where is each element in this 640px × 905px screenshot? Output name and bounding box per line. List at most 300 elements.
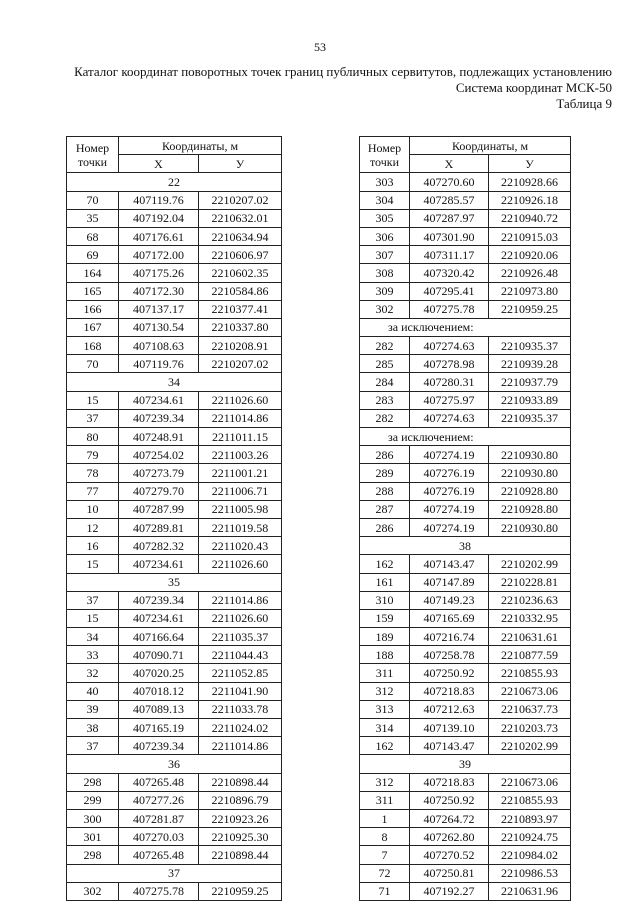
y-coordinate-cell: 2210920.06	[489, 246, 571, 264]
point-number-cell: 71	[360, 882, 410, 900]
header-coords: Координаты, м	[410, 137, 571, 155]
servitude-group-number: 22	[67, 173, 282, 191]
point-number-cell: 311	[360, 664, 410, 682]
table-row	[67, 318, 282, 336]
y-coordinate-cell: 2210926.18	[489, 191, 571, 209]
y-coordinate-cell: 2210606.97	[199, 246, 282, 264]
point-number-cell: 299	[67, 791, 119, 809]
y-coordinate-cell: 2210202.99	[489, 737, 571, 755]
header-y: У	[199, 155, 282, 173]
y-coordinate-cell: 2210928.80	[489, 500, 571, 518]
point-number-cell: 1	[360, 809, 410, 827]
table-row	[67, 609, 282, 627]
y-coordinate-cell: 2211026.60	[199, 555, 282, 573]
table-row	[360, 719, 571, 737]
y-coordinate-cell: 2210973.80	[489, 282, 571, 300]
x-coordinate-cell: 407119.76	[119, 355, 199, 373]
point-number-cell: 16	[67, 537, 119, 555]
point-number-cell: 283	[360, 391, 410, 409]
y-coordinate-cell: 2211033.78	[199, 700, 282, 718]
point-number-cell: 15	[67, 555, 119, 573]
table-row	[360, 700, 571, 718]
x-coordinate-cell: 407258.78	[410, 646, 489, 664]
x-coordinate-cell: 407279.70	[119, 482, 199, 500]
y-coordinate-cell: 2210634.94	[199, 227, 282, 245]
table-row	[67, 391, 282, 409]
table-row	[67, 227, 282, 245]
y-coordinate-cell: 2210203.73	[489, 719, 571, 737]
group-header-row	[67, 864, 282, 882]
header-x: X	[410, 155, 489, 173]
table-row	[360, 464, 571, 482]
x-coordinate-cell: 407234.61	[119, 555, 199, 573]
y-coordinate-cell: 2210930.80	[489, 464, 571, 482]
exception-row	[360, 428, 571, 446]
x-coordinate-cell: 407149.23	[410, 591, 489, 609]
group-header-row	[67, 573, 282, 591]
coordinates-table-left	[66, 136, 282, 901]
table-row	[67, 628, 282, 646]
y-coordinate-cell: 2210228.81	[489, 573, 571, 591]
header-coords: Координаты, м	[119, 137, 282, 155]
point-number-cell: 70	[67, 355, 119, 373]
x-coordinate-cell: 407320.42	[410, 264, 489, 282]
coordinate-system: Система координат МСК-50	[455, 80, 612, 95]
point-number-cell: 37	[67, 737, 119, 755]
point-number-cell: 300	[67, 809, 119, 827]
table-row	[67, 300, 282, 318]
point-number-cell: 69	[67, 246, 119, 264]
table-row	[67, 846, 282, 864]
point-number-cell: 285	[360, 355, 410, 373]
y-coordinate-cell: 2211014.86	[199, 409, 282, 427]
y-coordinate-cell: 2210208.91	[199, 337, 282, 355]
y-coordinate-cell: 2210202.99	[489, 555, 571, 573]
table-row	[67, 209, 282, 227]
point-number-cell: 313	[360, 700, 410, 718]
point-number-cell: 310	[360, 591, 410, 609]
point-number-cell: 79	[67, 446, 119, 464]
point-number-cell: 189	[360, 628, 410, 646]
x-coordinate-cell: 407130.54	[119, 318, 199, 336]
point-number-cell: 166	[67, 300, 119, 318]
point-number-cell: 282	[360, 409, 410, 427]
x-coordinate-cell: 407270.52	[410, 846, 489, 864]
point-number-cell: 37	[67, 409, 119, 427]
x-coordinate-cell: 407274.19	[410, 500, 489, 518]
point-number-cell: 305	[360, 209, 410, 227]
table-row	[360, 209, 571, 227]
group-header-row	[67, 755, 282, 773]
header-number-line1: Номер	[367, 140, 402, 155]
point-number-cell: 165	[67, 282, 119, 300]
point-number-cell: 159	[360, 609, 410, 627]
table-row	[360, 864, 571, 882]
x-coordinate-cell: 407282.32	[119, 537, 199, 555]
x-coordinate-cell: 407239.34	[119, 409, 199, 427]
table-label: Таблица 9	[556, 96, 612, 111]
x-coordinate-cell: 407270.03	[119, 828, 199, 846]
x-coordinate-cell: 407090.71	[119, 646, 199, 664]
y-coordinate-cell: 2210893.97	[489, 809, 571, 827]
point-number-cell: 312	[360, 773, 410, 791]
x-coordinate-cell: 407165.19	[119, 719, 199, 737]
y-coordinate-cell: 2210986.53	[489, 864, 571, 882]
exception-label: за исключением:	[360, 428, 571, 446]
y-coordinate-cell: 2210930.80	[489, 518, 571, 536]
point-number-cell: 298	[67, 773, 119, 791]
table-row	[360, 573, 571, 591]
table-row	[360, 791, 571, 809]
table-row	[360, 337, 571, 355]
point-number-cell: 309	[360, 282, 410, 300]
y-coordinate-cell: 2210631.61	[489, 628, 571, 646]
table-row	[360, 555, 571, 573]
table-row	[360, 264, 571, 282]
point-number-cell: 161	[360, 573, 410, 591]
y-coordinate-cell: 2210673.06	[489, 682, 571, 700]
x-coordinate-cell: 407281.87	[119, 809, 199, 827]
point-number-cell: 301	[67, 828, 119, 846]
table-row	[360, 628, 571, 646]
x-coordinate-cell: 407172.30	[119, 282, 199, 300]
table-row	[360, 500, 571, 518]
y-coordinate-cell: 2210924.75	[489, 828, 571, 846]
point-number-cell: 306	[360, 227, 410, 245]
y-coordinate-cell: 2210915.03	[489, 227, 571, 245]
table-row	[360, 773, 571, 791]
group-header-row	[360, 537, 571, 555]
y-coordinate-cell: 2211044.43	[199, 646, 282, 664]
y-coordinate-cell: 2210332.95	[489, 609, 571, 627]
x-coordinate-cell: 407239.34	[119, 591, 199, 609]
y-coordinate-cell: 2210928.80	[489, 482, 571, 500]
table-row	[67, 591, 282, 609]
point-number-cell: 312	[360, 682, 410, 700]
point-number-cell: 37	[67, 591, 119, 609]
x-coordinate-cell: 407218.83	[410, 773, 489, 791]
y-coordinate-cell: 2211014.86	[199, 737, 282, 755]
table-row	[67, 773, 282, 791]
point-number-cell: 298	[67, 846, 119, 864]
servitude-group-number: 39	[360, 755, 571, 773]
point-number-cell: 70	[67, 191, 119, 209]
table-row	[360, 300, 571, 318]
y-coordinate-cell: 2210935.37	[489, 337, 571, 355]
point-number-cell: 288	[360, 482, 410, 500]
point-number-cell: 8	[360, 828, 410, 846]
y-coordinate-cell: 2210925.30	[199, 828, 282, 846]
point-number-cell: 40	[67, 682, 119, 700]
y-coordinate-cell: 2210898.44	[199, 846, 282, 864]
point-number-cell: 307	[360, 246, 410, 264]
table-row	[360, 682, 571, 700]
table-row	[67, 428, 282, 446]
x-coordinate-cell: 407254.02	[119, 446, 199, 464]
table-row	[67, 682, 282, 700]
x-coordinate-cell: 407165.69	[410, 609, 489, 627]
x-coordinate-cell: 407175.26	[119, 264, 199, 282]
table-row	[67, 791, 282, 809]
table-row	[360, 446, 571, 464]
table-row	[360, 391, 571, 409]
x-coordinate-cell: 407192.27	[410, 882, 489, 900]
y-coordinate-cell: 2211014.86	[199, 591, 282, 609]
x-coordinate-cell: 407262.80	[410, 828, 489, 846]
table-row	[67, 537, 282, 555]
x-coordinate-cell: 407250.92	[410, 664, 489, 682]
x-coordinate-cell: 407018.12	[119, 682, 199, 700]
header-y: У	[489, 155, 571, 173]
x-coordinate-cell: 407265.48	[119, 846, 199, 864]
table-row	[360, 355, 571, 373]
point-number-cell: 308	[360, 264, 410, 282]
table-row	[360, 664, 571, 682]
y-coordinate-cell: 2211035.37	[199, 628, 282, 646]
x-coordinate-cell: 407274.63	[410, 409, 489, 427]
table-row	[360, 373, 571, 391]
point-number-cell: 287	[360, 500, 410, 518]
table-row	[360, 409, 571, 427]
y-coordinate-cell: 2210584.86	[199, 282, 282, 300]
point-number-cell: 168	[67, 337, 119, 355]
point-number-cell: 302	[360, 300, 410, 318]
x-coordinate-cell: 407192.04	[119, 209, 199, 227]
y-coordinate-cell: 2210855.93	[489, 664, 571, 682]
y-coordinate-cell: 2210940.72	[489, 209, 571, 227]
point-number-cell: 35	[67, 209, 119, 227]
point-number-cell: 33	[67, 646, 119, 664]
x-coordinate-cell: 407275.78	[410, 300, 489, 318]
x-coordinate-cell: 407277.26	[119, 791, 199, 809]
exception-label: за исключением:	[360, 318, 571, 336]
y-coordinate-cell: 2210959.25	[489, 300, 571, 318]
y-coordinate-cell: 2210877.59	[489, 646, 571, 664]
y-coordinate-cell: 2210896.79	[199, 791, 282, 809]
x-coordinate-cell: 407289.81	[119, 518, 199, 536]
point-number-cell: 72	[360, 864, 410, 882]
y-coordinate-cell: 2211052.85	[199, 664, 282, 682]
x-coordinate-cell: 407250.92	[410, 791, 489, 809]
table-row	[67, 282, 282, 300]
x-coordinate-cell: 407166.64	[119, 628, 199, 646]
x-coordinate-cell: 407274.19	[410, 518, 489, 536]
group-header-row	[67, 373, 282, 391]
point-number-cell: 38	[67, 719, 119, 737]
table-row	[67, 409, 282, 427]
x-coordinate-cell: 407137.17	[119, 300, 199, 318]
point-number-cell: 162	[360, 737, 410, 755]
y-coordinate-cell: 2211011.15	[199, 428, 282, 446]
table-row	[67, 646, 282, 664]
y-coordinate-cell: 2211005.98	[199, 500, 282, 518]
x-coordinate-cell: 407311.17	[410, 246, 489, 264]
y-coordinate-cell: 2211026.60	[199, 609, 282, 627]
y-coordinate-cell: 2210937.79	[489, 373, 571, 391]
table-row	[67, 518, 282, 536]
point-number-cell: 302	[67, 882, 119, 900]
y-coordinate-cell: 2210984.02	[489, 846, 571, 864]
point-number-cell: 34	[67, 628, 119, 646]
servitude-group-number: 34	[67, 373, 282, 391]
point-number-cell: 188	[360, 646, 410, 664]
header-number-line2: точки	[77, 154, 108, 169]
x-coordinate-cell: 407276.19	[410, 482, 489, 500]
y-coordinate-cell: 2210207.02	[199, 191, 282, 209]
x-coordinate-cell: 407143.47	[410, 555, 489, 573]
x-coordinate-cell: 407264.72	[410, 809, 489, 827]
exception-row	[360, 318, 571, 336]
table-row	[360, 282, 571, 300]
y-coordinate-cell: 2210855.93	[489, 791, 571, 809]
table-row	[360, 846, 571, 864]
point-number-cell: 15	[67, 391, 119, 409]
table-row	[67, 555, 282, 573]
x-coordinate-cell: 407234.61	[119, 609, 199, 627]
x-coordinate-cell: 407143.47	[410, 737, 489, 755]
header-number-cell	[67, 137, 119, 173]
y-coordinate-cell: 2210930.80	[489, 446, 571, 464]
x-coordinate-cell: 407301.90	[410, 227, 489, 245]
header-number-line1: Номер	[75, 140, 110, 155]
table-row	[360, 173, 571, 191]
y-coordinate-cell: 2210236.63	[489, 591, 571, 609]
x-coordinate-cell: 407147.89	[410, 573, 489, 591]
x-coordinate-cell: 407278.98	[410, 355, 489, 373]
page-number: 53	[314, 40, 326, 54]
group-header-row	[360, 755, 571, 773]
table-row	[67, 355, 282, 373]
table-row	[67, 664, 282, 682]
point-number-cell: 12	[67, 518, 119, 536]
x-coordinate-cell: 407020.25	[119, 664, 199, 682]
document-title: Каталог координат поворотных точек границ публичных сервитутов, подлежащих установлению	[74, 64, 612, 79]
x-coordinate-cell: 407280.31	[410, 373, 489, 391]
coordinates-table-right	[359, 136, 571, 901]
table-row	[67, 191, 282, 209]
y-coordinate-cell: 2210602.35	[199, 264, 282, 282]
servitude-group-number: 35	[67, 573, 282, 591]
x-coordinate-cell: 407265.48	[119, 773, 199, 791]
table-row	[360, 591, 571, 609]
point-number-cell: 311	[360, 791, 410, 809]
y-coordinate-cell: 2211019.58	[199, 518, 282, 536]
table-row	[67, 882, 282, 900]
point-number-cell: 7	[360, 846, 410, 864]
header-number-line2: точки	[369, 154, 400, 169]
table-row	[360, 809, 571, 827]
point-number-cell: 282	[360, 337, 410, 355]
table-row	[360, 828, 571, 846]
x-coordinate-cell: 407287.97	[410, 209, 489, 227]
table-row	[67, 446, 282, 464]
header-x: X	[119, 155, 199, 173]
table-row	[67, 700, 282, 718]
table-row	[67, 500, 282, 518]
y-coordinate-cell: 2210631.96	[489, 882, 571, 900]
y-coordinate-cell: 2210935.37	[489, 409, 571, 427]
table-row	[360, 482, 571, 500]
point-number-cell: 80	[67, 428, 119, 446]
point-number-cell: 286	[360, 446, 410, 464]
servitude-group-number: 37	[67, 864, 282, 882]
table-row	[360, 609, 571, 627]
y-coordinate-cell: 2210923.26	[199, 809, 282, 827]
point-number-cell: 39	[67, 700, 119, 718]
point-number-cell: 77	[67, 482, 119, 500]
point-number-cell: 167	[67, 318, 119, 336]
y-coordinate-cell: 2211024.02	[199, 719, 282, 737]
y-coordinate-cell: 2210632.01	[199, 209, 282, 227]
x-coordinate-cell: 407287.99	[119, 500, 199, 518]
x-coordinate-cell: 407234.61	[119, 391, 199, 409]
x-coordinate-cell: 407274.19	[410, 446, 489, 464]
point-number-cell: 304	[360, 191, 410, 209]
x-coordinate-cell: 407250.81	[410, 864, 489, 882]
group-header-row	[67, 173, 282, 191]
x-coordinate-cell: 407176.61	[119, 227, 199, 245]
x-coordinate-cell: 407295.41	[410, 282, 489, 300]
y-coordinate-cell: 2211026.60	[199, 391, 282, 409]
x-coordinate-cell: 407119.76	[119, 191, 199, 209]
point-number-cell: 303	[360, 173, 410, 191]
y-coordinate-cell: 2211020.43	[199, 537, 282, 555]
y-coordinate-cell: 2210926.48	[489, 264, 571, 282]
table-row	[360, 246, 571, 264]
point-number-cell: 68	[67, 227, 119, 245]
x-coordinate-cell: 407216.74	[410, 628, 489, 646]
x-coordinate-cell: 407275.78	[119, 882, 199, 900]
point-number-cell: 78	[67, 464, 119, 482]
y-coordinate-cell: 2210207.02	[199, 355, 282, 373]
table-row	[67, 337, 282, 355]
x-coordinate-cell: 407248.91	[119, 428, 199, 446]
y-coordinate-cell: 2210939.28	[489, 355, 571, 373]
point-number-cell: 289	[360, 464, 410, 482]
y-coordinate-cell: 2210928.66	[489, 173, 571, 191]
point-number-cell: 162	[360, 555, 410, 573]
point-number-cell: 32	[67, 664, 119, 682]
x-coordinate-cell: 407275.97	[410, 391, 489, 409]
y-coordinate-cell: 2210898.44	[199, 773, 282, 791]
y-coordinate-cell: 2211041.90	[199, 682, 282, 700]
table-row	[360, 737, 571, 755]
table-row	[67, 246, 282, 264]
x-coordinate-cell: 407276.19	[410, 464, 489, 482]
table-row	[360, 191, 571, 209]
table-row	[67, 482, 282, 500]
table-row	[67, 828, 282, 846]
y-coordinate-cell: 2210377.41	[199, 300, 282, 318]
x-coordinate-cell: 407239.34	[119, 737, 199, 755]
table-row	[360, 646, 571, 664]
x-coordinate-cell: 407172.00	[119, 246, 199, 264]
table-row	[360, 227, 571, 245]
x-coordinate-cell: 407139.10	[410, 719, 489, 737]
table-row	[67, 809, 282, 827]
x-coordinate-cell: 407089.13	[119, 700, 199, 718]
point-number-cell: 15	[67, 609, 119, 627]
point-number-cell: 314	[360, 719, 410, 737]
x-coordinate-cell: 407273.79	[119, 464, 199, 482]
y-coordinate-cell: 2210337.80	[199, 318, 282, 336]
table-row	[67, 264, 282, 282]
point-number-cell: 286	[360, 518, 410, 536]
y-coordinate-cell: 2210637.73	[489, 700, 571, 718]
y-coordinate-cell: 2211006.71	[199, 482, 282, 500]
table-row	[360, 518, 571, 536]
table-row	[67, 464, 282, 482]
